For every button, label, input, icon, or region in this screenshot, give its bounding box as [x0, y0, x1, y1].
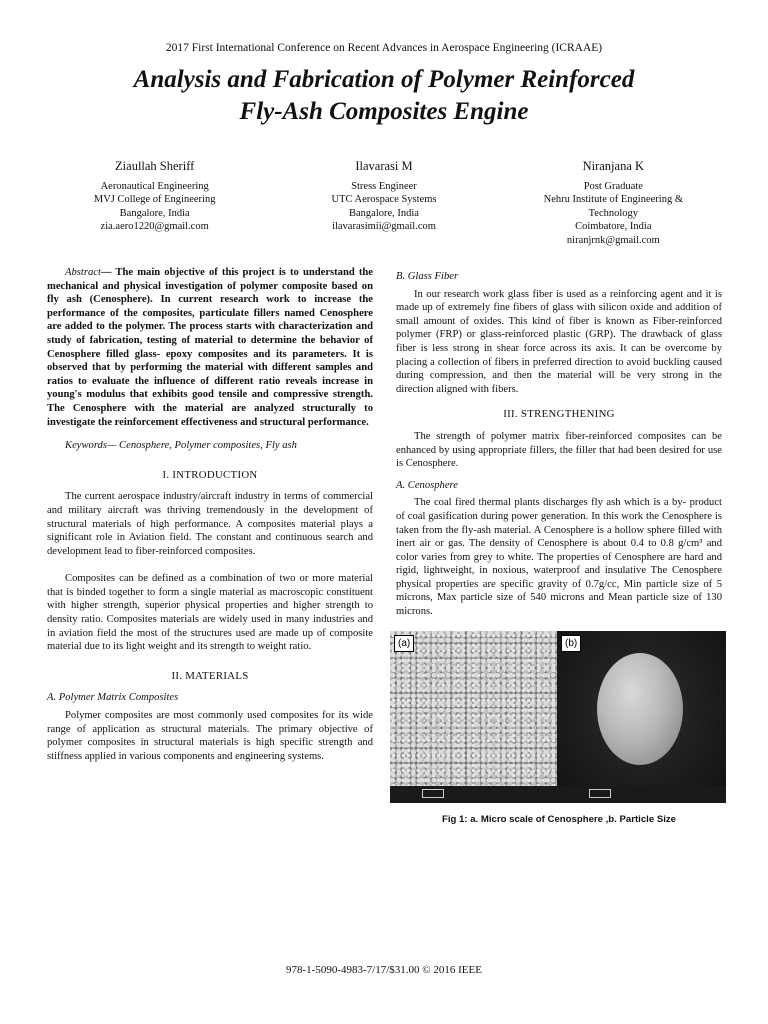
author-affiliation-line: Post Graduate [583, 180, 643, 192]
section-heading-materials: II. MATERIALS [171, 669, 249, 682]
author-3 [499, 160, 728, 248]
glass-fiber-paragraph: In our research work glass fiber is used as a reinforcing agent and it is made up of extremely fine fibers of glass with silicon oxide and addition of small amount of oxides. This kind of fiber is known as Fiber-reinforced polymer (FRP) or glass-reinforced plastic (GRP). The drawback of glass fiber is less strong in shear force across its axis. It can be overcome by placing a collection of fibers in preferred direction to avoid buckling caused during compression, and then the material will be very strong in the direction aligned with fibers. [396, 288, 722, 395]
subsection-heading-cenosphere: A. Cenosphere [396, 479, 458, 491]
figure-panel-a-micrograph [390, 631, 557, 803]
author-affiliation-line: Nehru Institute of Engineering & [543, 194, 684, 206]
figure-panel-b-particle [557, 631, 726, 803]
author-email[interactable]: niranjrnk@gmail.com [566, 234, 660, 246]
figure-caption: Fig 1: a. Micro scale of Cenosphere ,b. Particle Size [441, 813, 677, 825]
figure-1 [390, 631, 726, 803]
author-2 [269, 160, 498, 248]
section-heading-strengthening: III. STRENGTHENING [503, 408, 615, 421]
author-name: Ilavarasi M [355, 159, 413, 173]
left-column [47, 266, 373, 763]
cenosphere-particle [597, 653, 683, 765]
scale-bar [589, 789, 611, 798]
author-affiliation-line: UTC Aerospace Systems [331, 194, 437, 206]
author-email[interactable]: ilavarasimii@gmail.com [332, 221, 436, 233]
intro-paragraph-2: Composites can be defined as a combination of two or more material that is binded together to form a single material as macroscopic constituent with higher strength, superior physical properties and higher strength to density ratio. Composites materials are widely used in many industries and in aviation field the most of the structures used are made up of composite material due to its light weight and its strength to weight ratio. [47, 573, 373, 653]
author-name: Niranjana K [582, 159, 645, 173]
keywords: Keywords— Cenosphere, Polymer composites, Fly ash [65, 440, 297, 452]
strengthening-paragraph: The strength of polymer matrix fiber-reinforced composites can be enhanced by using appropriate fillers, the filler that had been desired for use is Cenosphere. [396, 430, 722, 470]
author-name: Ziaullah Sheriff [115, 159, 195, 173]
author-block [40, 160, 728, 248]
author-affiliation-line: Stress Engineer [351, 180, 417, 192]
right-column [396, 266, 722, 826]
abstract-text: — The main objective of this project is to understand the mechanical and physical investigation of polymer composite based on fly ash (Cenosphere). In current research work to increase the performance of the composites, particulate fillers named Cenosphere are added to the polymer. The process starts with characterization and study of fabrication, testing of material to determine the behavior of Cenosphere filled glass- epoxy composites and its parameters. It is observed that by performing the material with different samples and ratios to evaluate the influence of different ratio reveals increase in young's modulus that exhibits good tensile and compressive strength. The Cenosphere with the material are analyzed structurally to investigate the reinforcement effectiveness and structural performance. [47, 267, 373, 428]
subsection-heading-polymer-matrix: A. Polymer Matrix Composites [47, 692, 179, 704]
scale-bar [422, 789, 444, 798]
section-heading-introduction: I. INTRODUCTION [162, 468, 258, 481]
author-affiliation-line: Bangalore, India [119, 207, 190, 219]
sem-info-bar [390, 786, 557, 803]
copyright-footer: 978-1-5090-4983-7/17/$31.00 © 2016 IEEE [286, 964, 482, 976]
conference-header: 2017 First International Conference on Recent Advances in Aerospace Engineering (ICRAAE) [165, 42, 603, 54]
panel-b-label: (b) [561, 635, 581, 653]
title-line-2: Fly-Ash Composites Engine [239, 98, 529, 125]
author-affiliation-line: Aeronautical Engineering [100, 180, 209, 192]
author-affiliation-line: Coimbatore, India [575, 221, 652, 233]
title-line-1: Analysis and Fabrication of Polymer Reinforced [133, 66, 635, 93]
author-affiliation-line: Bangalore, India [349, 207, 419, 219]
author-affiliation-line: Technology [588, 207, 639, 219]
paper-title [40, 64, 728, 128]
abstract-lead: Abstract [65, 267, 101, 278]
subsection-heading-glass-fiber: B. Glass Fiber [396, 271, 459, 282]
cenosphere-paragraph: The coal fired thermal plants discharges fly ash which is a by- product of coal gasification during power generation. In this work the Cenosphere is taken from the fly-ash material. A Cenosphere is a hollow sphere filled with inert air or gas. The density of Cenosphere is about 0.4 to 0.8 g/cm³ and color varies from grey to white. The properties of Cenosphere are hard and rigid, lightweight, in noxious, waterproof and insulative The Cenosphere physical properties are specific gravity of 0.7g/cc, Min particle size of 5 microns, Max particle size of 540 microns and Mean particle size of 130 microns. [396, 497, 722, 618]
sem-info-bar [557, 786, 726, 803]
abstract [47, 266, 373, 429]
author-affiliation-line: MVJ College of Engineering [93, 194, 216, 206]
author-email[interactable]: zia.aero1220@gmail.com [100, 221, 209, 233]
panel-a-label: (a) [394, 635, 414, 653]
author-1 [40, 160, 269, 248]
polymer-matrix-paragraph: Polymer composites are most commonly used composites for its wide range of application as structural materials. The primary objective of polymer composites in structural materials is high specific strength and stiffness applied in various components and engineering systems. [47, 710, 373, 762]
intro-paragraph-1: The current aerospace industry/aircraft industry in terms of commercial and military aircraft was thriving tremendously in the development of structural materials of high performance. A composites material plays a significant role in Aviation field. The constant and continuous search and development lead to fiber-reinforced composites. [47, 491, 373, 557]
